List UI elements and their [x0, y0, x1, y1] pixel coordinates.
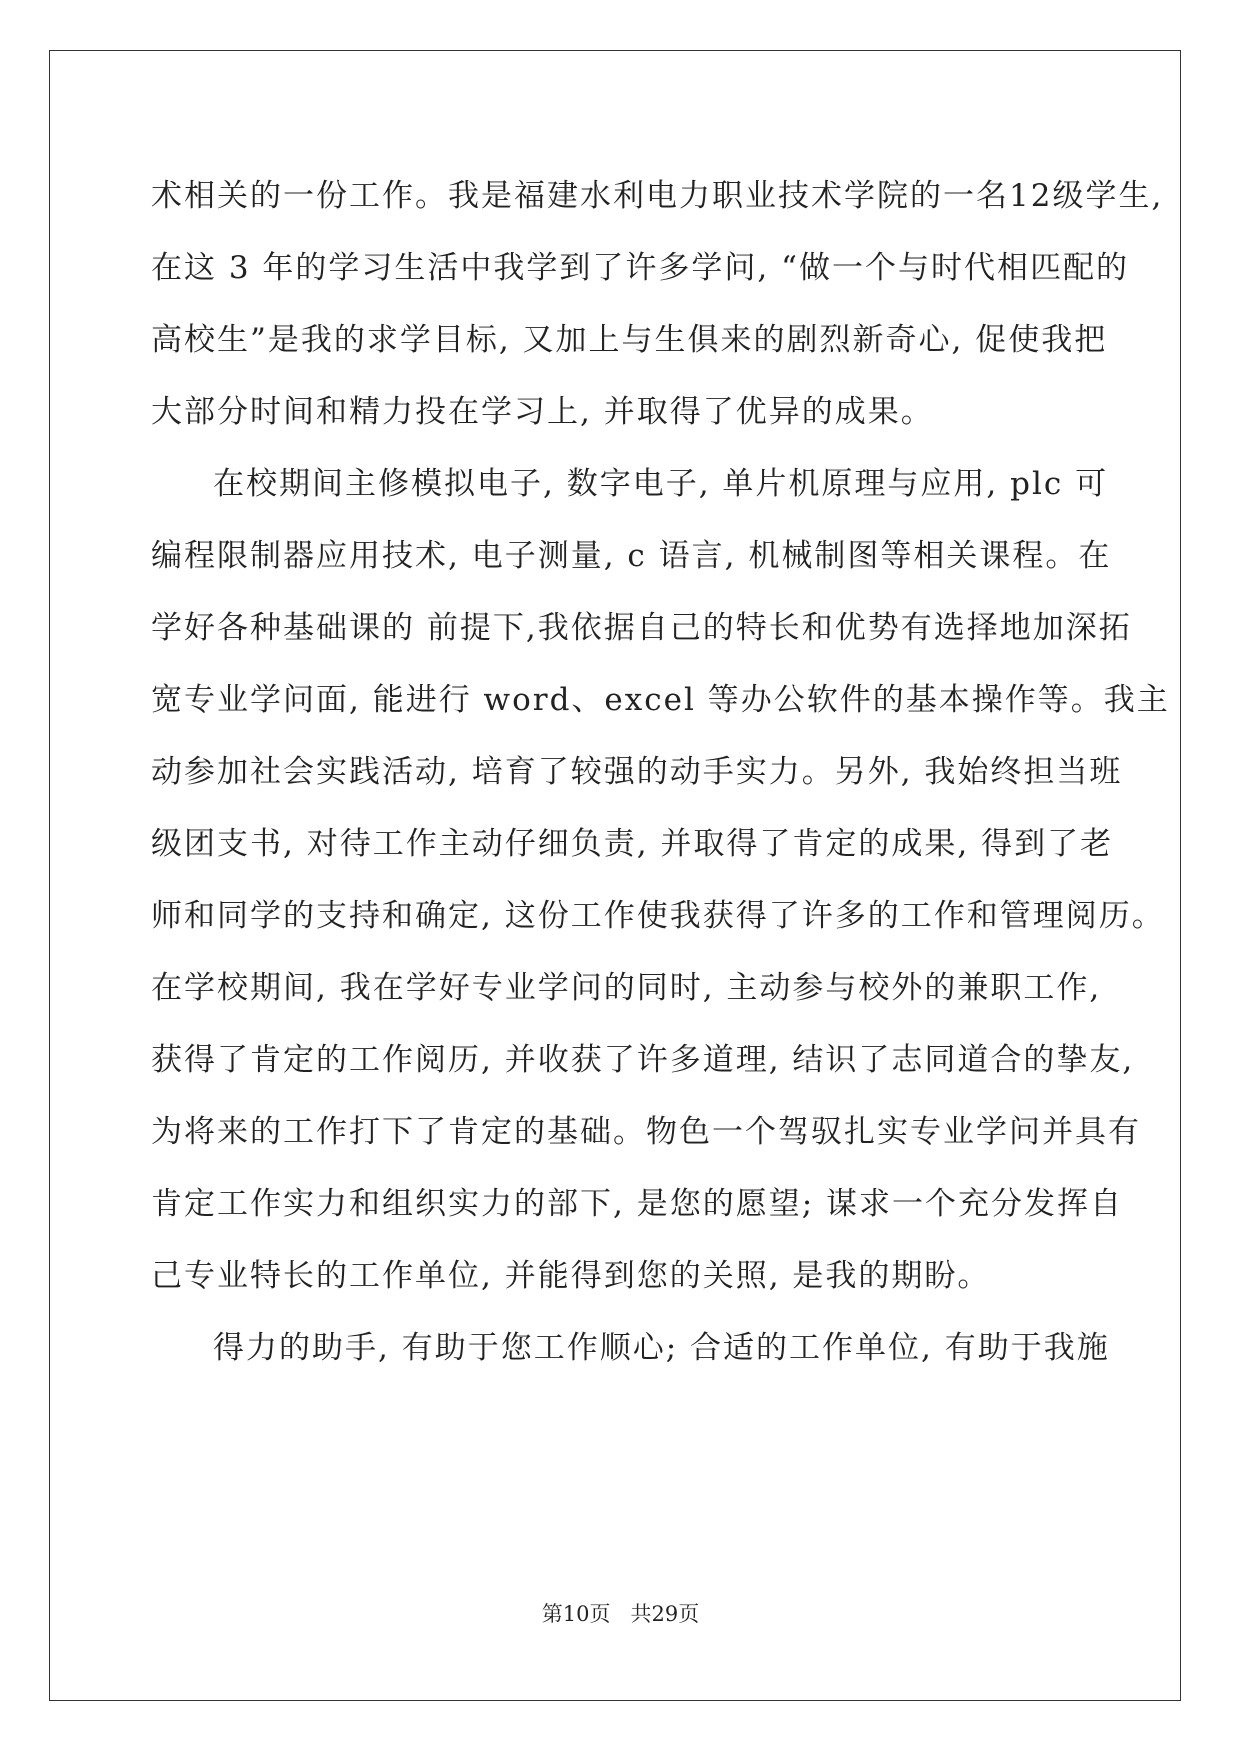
text-line: 级团支书, 对待工作主动仔细负责, 并取得了肯定的成果, 得到了老 [151, 826, 1114, 862]
text-line: 大部分时间和精力投在学习上, 并取得了优异的成果。 [151, 394, 934, 430]
page-footer [0, 1598, 1241, 1628]
text-line: 师和同学的支持和确定, 这份工作使我获得了许多的工作和管理阅历。 [151, 898, 1165, 934]
text-line: 编程限制器应用技术, 电子测量, c 语言, 机械制图等相关课程。在 [151, 538, 1112, 574]
text-line: 在学校期间, 我在学好专业学问的同时, 主动参与校外的兼职工作, [151, 970, 1102, 1006]
text-line: 宽专业学问面, 能进行 word、excel 等办公软件的基本操作等。我主 [151, 682, 1170, 718]
page-total: 共29页 [630, 1602, 700, 1626]
text-line: 在这 3 年的学习生活中我学到了许多学问, “做一个与时代相匹配的 [151, 250, 1129, 286]
text-line: 高校生”是我的求学目标, 又加上与生俱来的剧烈新奇心, 促使我把 [151, 322, 1108, 358]
text-line: 为将来的工作打下了肯定的基础。物色一个驾驭扎实专业学问并具有 [151, 1114, 1141, 1150]
page-border [49, 50, 1181, 1701]
footer-spacer [610, 1602, 630, 1626]
paragraph-start-line: 得力的助手, 有助于您工作顺心; 合适的工作单位, 有助于我施 [213, 1330, 1110, 1366]
paragraph-start-line: 在校期间主修模拟电子, 数字电子, 单片机原理与应用, plc 可 [213, 466, 1109, 502]
text-line: 动参加社会实践活动, 培育了较强的动手实力。另外, 我始终担当班 [151, 754, 1123, 790]
text-line: 学好各种基础课的 前提下,我依据自己的特长和优势有选择地加深拓 [151, 610, 1132, 646]
page-number: 第10页 [541, 1602, 611, 1626]
text-line: 术相关的一份工作。我是福建水利电力职业技术学院的一名12级学生, [151, 178, 1164, 214]
text-line: 肯定工作实力和组织实力的部下, 是您的愿望; 谋求一个充分发挥自 [151, 1186, 1124, 1222]
text-line: 获得了肯定的工作阅历, 并收获了许多道理, 结识了志同道合的挚友, [151, 1042, 1135, 1078]
text-line: 己专业特长的工作单位, 并能得到您的关照, 是我的期盼。 [151, 1258, 991, 1294]
